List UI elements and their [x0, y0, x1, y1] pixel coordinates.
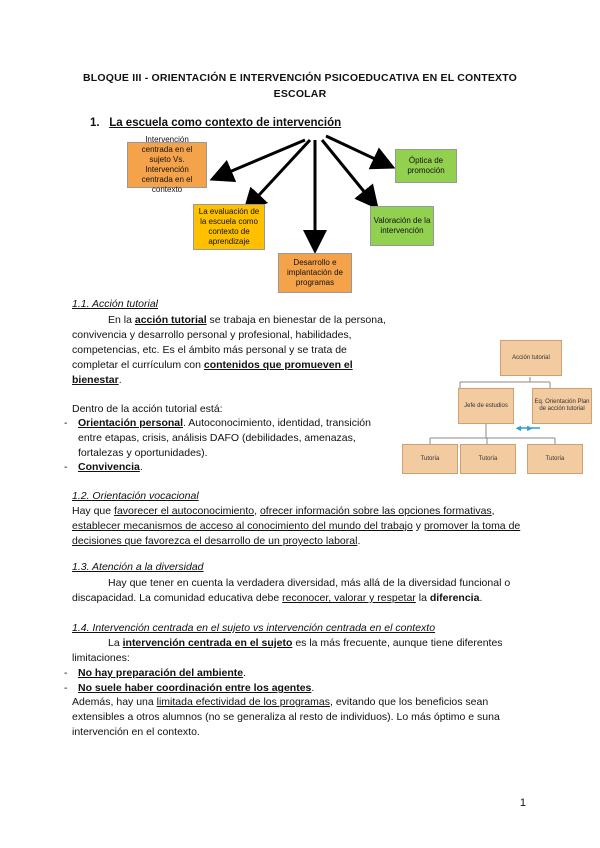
diagram-box-desarrollo: Desarrollo e implantación de programas — [278, 253, 352, 293]
text: En la — [108, 314, 135, 326]
text: . — [479, 592, 483, 604]
section-1-2-paragraph — [72, 504, 532, 549]
text-underline: ofrecer información sobre las opciones formativas — [259, 505, 492, 517]
orgchart-top: Acción tutorial — [500, 340, 562, 376]
diagram-box-valoracion: Valoración de la intervención — [370, 206, 434, 246]
section-1-1-heading: 1.1. Acción tutorial — [72, 298, 158, 310]
diagram-box-optica: Óptica de promoción — [395, 149, 457, 183]
section-1-4-paragraph-2 — [72, 695, 532, 740]
text-emphasis: No suele haber coordinación entre los agentes — [78, 682, 312, 694]
bullet-orientacion-personal — [78, 416, 388, 461]
text: , — [254, 505, 260, 517]
text-emphasis: contenidos que promueven el bienestar — [72, 359, 353, 386]
bullet-dash: - — [64, 417, 68, 429]
bullet-coordinacion — [78, 681, 314, 696]
orgchart-left: Jefe de estudios — [458, 388, 514, 424]
text: . Autoconocimiento, identidad, transición entre etapas, crisis, análisis DAFO (debilidades, amenazas, fortalezas y oportunidades). — [78, 417, 371, 459]
text: la — [415, 592, 430, 604]
orgchart-bottom-1: Tutoría — [402, 444, 458, 474]
text-emphasis: acción tutorial — [134, 314, 207, 326]
section-1-3-heading: 1.3. Atención a la diversidad — [72, 561, 204, 573]
text: La — [108, 637, 123, 649]
text: y — [412, 520, 424, 532]
text: , — [491, 505, 495, 517]
text-emphasis: Convivencia — [78, 461, 140, 473]
section-1-4-heading: 1.4. Intervención centrada en el sujeto vs intervención centrada en el contexto — [72, 622, 436, 634]
bullet-dash: - — [64, 461, 68, 473]
bullet-convivencia — [78, 460, 143, 475]
diagram-box-evaluacion: La evaluación de la escuela como contexto de aprendizaje — [193, 204, 265, 250]
page-title: BLOQUE III - ORIENTACIÓN E INTERVENCIÓN PSICOEDUCATIVA EN EL CONTEXTO ESCOLAR — [82, 72, 518, 100]
text-underline: promover la toma de decisiones que favorezca el desarrollo de un proyecto laboral — [72, 520, 521, 547]
text-underline: favorecer el autoconocimiento — [114, 505, 255, 517]
text: . — [139, 461, 143, 473]
orgchart-bottom-2: Tutoría — [460, 444, 516, 474]
orgchart-right: Eq. Orientación Plan de acción tutorial — [532, 388, 592, 424]
orgchart-bottom-3: Tutoría — [527, 444, 583, 474]
section-label: La escuela como contexto de intervención — [109, 117, 342, 129]
text-emphasis: No hay preparación del ambiente — [78, 667, 244, 679]
text-underline: reconocer, valorar y respetar — [282, 592, 416, 604]
text: . — [357, 535, 361, 547]
double-arrow-icon: ◄ ► — [514, 423, 535, 433]
text: . — [243, 667, 247, 679]
text: es la más frecuente, aunque tiene diferentes limitaciones: — [72, 637, 503, 664]
bullet-dash: - — [64, 682, 68, 694]
section-1-4-paragraph — [72, 636, 532, 666]
text: Hay que tener en cuenta la verdadera diversidad, más allá de la diversidad funcional o discapacidad. La comunidad educativa debe — [72, 577, 511, 604]
section-number: 1. — [90, 117, 100, 129]
text-bold: diferencia — [429, 592, 480, 604]
section-1-3-paragraph — [72, 576, 532, 606]
arrow-to-valoracion — [322, 140, 375, 205]
section-1-2-heading: 1.2. Orientación vocacional — [72, 490, 199, 502]
arrow-to-optica — [326, 136, 390, 166]
text-underline: limitada efectividad de los programas — [156, 696, 330, 708]
text: Hay que — [72, 505, 115, 517]
section-1-1-intro: Dentro de la acción tutorial está: — [72, 403, 223, 415]
text-emphasis: Orientación personal — [78, 417, 184, 429]
text: se trabaja en bienestar de la persona, convivencia y desarrollo personal y profesional, habilidades, competencias, etc. Es el ámbito más personal y se trata de completar el currículum con — [72, 314, 386, 371]
text: , evitando que los beneficios sean extensibles a otros alumnos (no se generaliza al resto de individuos). Lo más óptimo e suna intervención en el contexto. — [72, 696, 500, 738]
text-emphasis: intervención centrada en el sujeto — [122, 637, 293, 649]
text: . — [118, 374, 122, 386]
diagram-box-sujeto: Intervención centrada en el sujeto Vs. Intervención centrada en el contexto — [127, 142, 207, 188]
text-underline: establecer mecanismos de acceso al conocimiento del mundo del trabajo — [72, 520, 413, 532]
section-1-1-paragraph — [72, 313, 390, 388]
page-number: 1 — [519, 797, 526, 809]
bullet-dash: - — [64, 667, 68, 679]
bullet-ambiente — [78, 666, 246, 681]
text: Además, hay una — [72, 696, 157, 708]
text: . — [311, 682, 315, 694]
